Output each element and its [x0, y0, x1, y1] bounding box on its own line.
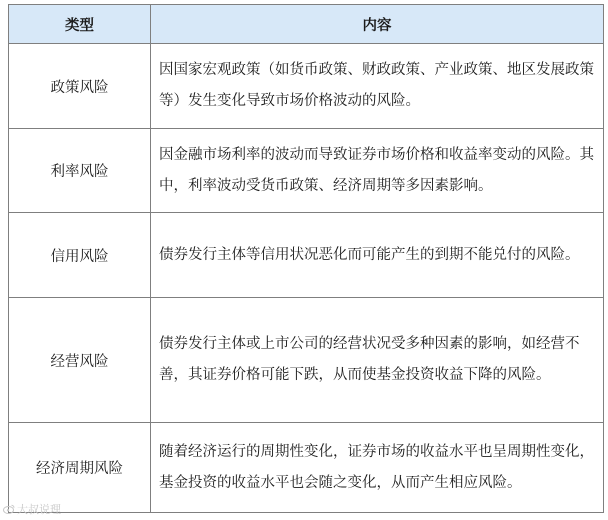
header-content: 内容	[151, 5, 604, 44]
risk-type: 信用风险	[9, 213, 151, 298]
risk-description: 因金融市场利率的波动而导致证券市场价格和收益率变动的风险。其中，利率波动受货币政策、经济周期等多因素影响。	[151, 129, 604, 213]
risk-type: 经营风险	[9, 298, 151, 423]
risk-type: 经济周期风险	[9, 423, 151, 513]
table-row	[9, 298, 604, 423]
watermark-text: 大叔说理	[17, 503, 61, 516]
risk-type: 政策风险	[9, 44, 151, 129]
table-row	[9, 129, 604, 213]
table-row	[9, 423, 604, 513]
table-row	[9, 44, 604, 129]
risk-description: 随着经济运行的周期性变化，证券市场的收益水平也呈周期性变化，基金投资的收益水平也会随之变化，从而产生相应风险。	[151, 423, 604, 513]
risk-type: 利率风险	[9, 129, 151, 213]
risk-description: 债券发行主体或上市公司的经营状况受多种因素的影响，如经营不善，其证券价格可能下跌，从而使基金投资收益下降的风险。	[151, 298, 604, 423]
watermark	[3, 501, 61, 517]
table-header-row	[9, 5, 604, 44]
risk-description: 债券发行主体等信用状况恶化而可能产生的到期不能兑付的风险。	[151, 213, 604, 298]
weibo-icon	[3, 504, 15, 514]
table-row	[9, 213, 604, 298]
risk-description: 因国家宏观政策（如货币政策、财政政策、产业政策、地区发展政策等）发生变化导致市场价格波动的风险。	[151, 44, 604, 129]
risk-table	[8, 4, 604, 513]
header-type: 类型	[9, 5, 151, 44]
